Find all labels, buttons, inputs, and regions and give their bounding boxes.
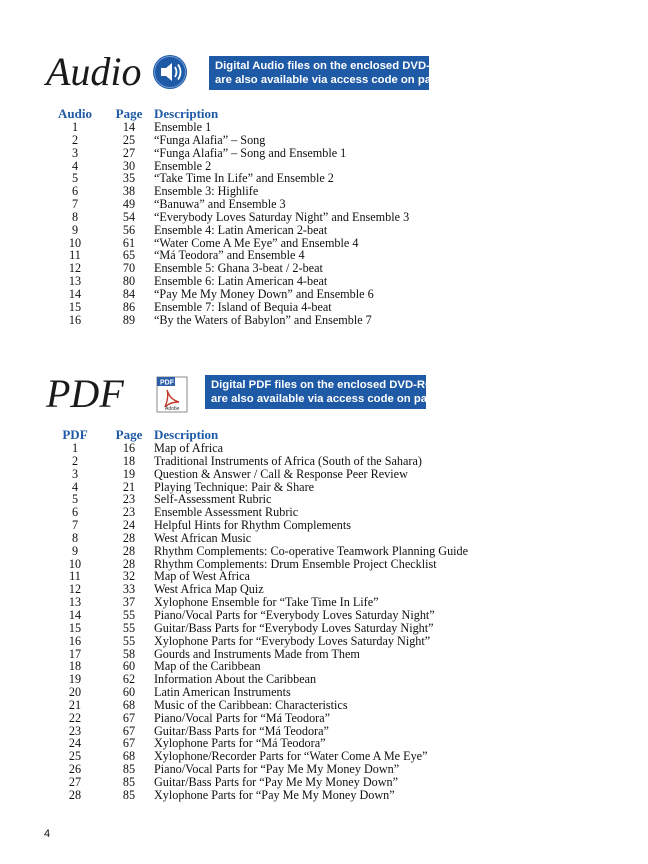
pdf-number-cell: 28 <box>68 787 82 802</box>
pdf-page-cell: 32 <box>122 569 136 584</box>
pdf-description-cell: Music of the Caribbean: Characteristics <box>154 697 348 712</box>
pdf-page-cell: 37 <box>122 595 136 610</box>
audio-number-cell: 8 <box>71 209 79 224</box>
audio-page-cell: 61 <box>122 235 136 250</box>
audio-page-cell: 27 <box>122 145 136 160</box>
pdf-page-cell: 58 <box>122 646 136 661</box>
pdf-table-row <box>46 763 468 776</box>
page-number: 4 <box>44 828 51 840</box>
audio-table-row <box>46 121 409 134</box>
pdf-table-row <box>46 442 468 455</box>
audio-description-cell: Ensemble 7: Island of Bequia 4-beat <box>154 299 332 314</box>
pdf-page-cell: 85 <box>122 762 136 777</box>
pdf-description-cell: Piano/Vocal Parts for “Pay Me My Money Down” <box>154 762 400 777</box>
pdf-table-row <box>46 699 468 712</box>
pdf-number-cell: 2 <box>71 453 79 468</box>
pdf-page-cell: 60 <box>122 685 136 700</box>
audio-page-cell: 30 <box>122 158 136 173</box>
pdf-number-cell: 7 <box>71 518 79 533</box>
pdf-page-cell: 62 <box>122 672 136 687</box>
audio-page-cell: 86 <box>122 299 136 314</box>
audio-notice-line-1: Digital Audio files on the enclosed DVD-ROM <box>215 60 457 72</box>
pdf-page-cell: 60 <box>122 659 136 674</box>
pdf-page-cell: 67 <box>122 723 136 738</box>
audio-description-cell: Ensemble 1 <box>154 120 212 134</box>
audio-page-cell: 25 <box>122 132 136 147</box>
pdf-number-cell: 3 <box>71 466 79 481</box>
pdf-page-cell: 67 <box>122 710 136 725</box>
pdf-description-cell: Ensemble Assessment Rubric <box>154 505 299 520</box>
audio-description-cell: Ensemble 5: Ghana 3-beat / 2-beat <box>154 261 323 276</box>
pdf-table-row <box>46 558 468 571</box>
pdf-page-cell: 24 <box>122 518 136 533</box>
pdf-description-cell: Helpful Hints for Rhythm Complements <box>154 518 352 533</box>
pdf-number-cell: 5 <box>71 492 79 507</box>
pdf-access-notice <box>205 375 453 409</box>
pdf-description-cell: Piano/Vocal Parts for “Everybody Loves Saturday Night” <box>154 607 435 622</box>
audio-number-cell: 2 <box>71 132 79 147</box>
audio-number-cell: 16 <box>68 312 82 327</box>
audio-description-cell: Ensemble 3: Highlife <box>154 184 259 199</box>
pdf-icon-label: PDF <box>160 379 174 387</box>
pdf-description-header: Description <box>154 427 219 442</box>
audio-table-row <box>46 314 409 327</box>
audio-number-cell: 12 <box>68 261 82 276</box>
pdf-description-cell: Question & Answer / Call & Response Peer Review <box>154 466 408 481</box>
pdf-table-row <box>46 712 468 725</box>
pdf-number-cell: 6 <box>71 505 79 520</box>
pdf-number-cell: 12 <box>68 582 82 597</box>
audio-description-cell: “Banuwa” and Ensemble 3 <box>154 197 286 212</box>
pdf-number-cell: 16 <box>68 633 82 648</box>
pdf-number-cell: 13 <box>68 595 82 610</box>
audio-number-cell: 14 <box>68 286 82 301</box>
pdf-description-cell: Information About the Caribbean <box>154 672 317 687</box>
pdf-number-cell: 17 <box>68 646 82 661</box>
pdf-table-row <box>46 635 468 648</box>
pdf-table-header <box>46 428 468 442</box>
pdf-number-header: PDF <box>62 427 88 442</box>
audio-table-header <box>46 107 409 121</box>
pdf-page-cell: 18 <box>122 453 136 468</box>
audio-description-cell: Ensemble 6: Latin American 4-beat <box>154 274 328 289</box>
pdf-table-row <box>46 519 468 532</box>
pdf-description-cell: Piano/Vocal Parts for “Má Teodora” <box>154 710 331 725</box>
pdf-number-cell: 24 <box>68 736 82 751</box>
pdf-description-cell: Rhythm Complements: Drum Ensemble Project Checklist <box>154 556 437 571</box>
audio-number-cell: 3 <box>71 145 79 160</box>
audio-table-row <box>46 224 409 237</box>
pdf-number-cell: 9 <box>71 543 79 558</box>
audio-access-notice <box>209 56 457 90</box>
audio-table-row <box>46 198 409 211</box>
audio-page-cell: 38 <box>122 184 136 199</box>
audio-notice-line-2: are also available via access code on page 1. <box>215 74 457 86</box>
audio-description-cell: “By the Waters of Babylon” and Ensemble 7 <box>154 312 372 327</box>
audio-description-cell: “Water Come A Me Eye” and Ensemble 4 <box>154 235 359 250</box>
pdf-description-cell: Guitar/Bass Parts for “Má Teodora” <box>154 723 329 738</box>
pdf-page-cell: 67 <box>122 736 136 751</box>
audio-page-cell: 56 <box>122 222 136 237</box>
audio-number-cell: 9 <box>71 222 79 237</box>
audio-description-cell: “Take Time In Life” and Ensemble 2 <box>154 171 334 186</box>
pdf-table-row <box>46 468 468 481</box>
audio-page-cell: 49 <box>122 197 136 212</box>
pdf-description-cell: Latin American Instruments <box>154 685 291 700</box>
audio-page-cell: 89 <box>122 312 136 327</box>
pdf-number-cell: 25 <box>68 749 82 764</box>
audio-number-cell: 4 <box>71 158 79 173</box>
pdf-page-cell: 55 <box>122 607 136 622</box>
pdf-table-body <box>46 442 468 802</box>
pdf-table-row <box>46 545 468 558</box>
pdf-description-cell: Self-Assessment Rubric <box>154 492 272 507</box>
pdf-description-cell: Xylophone Parts for “Má Teodora” <box>154 736 326 751</box>
pdf-description-cell: Map of West Africa <box>154 569 250 584</box>
pdf-number-cell: 23 <box>68 723 82 738</box>
pdf-number-cell: 18 <box>68 659 82 674</box>
pdf-description-cell: Xylophone Ensemble for “Take Time In Life” <box>154 595 379 610</box>
audio-table-row <box>46 211 409 224</box>
pdf-number-cell: 21 <box>68 697 82 712</box>
pdf-page-cell: 21 <box>122 479 136 494</box>
audio-page-cell: 54 <box>122 209 136 224</box>
pdf-description-cell: Guitar/Bass Parts for “Pay Me My Money Down” <box>154 774 399 789</box>
audio-number-cell: 1 <box>71 120 79 134</box>
pdf-notice-line-2: are also available via access code on page 1. <box>211 393 453 405</box>
pdf-description-cell: Gourds and Instruments Made from Them <box>154 646 360 661</box>
pdf-description-cell: Map of the Caribbean <box>154 659 261 674</box>
pdf-page-header: Page <box>115 427 143 442</box>
audio-description-cell: “Má Teodora” and Ensemble 4 <box>154 248 305 263</box>
audio-table-row <box>46 288 409 301</box>
audio-description-header: Description <box>154 106 219 121</box>
pdf-description-cell: Xylophone Parts for “Everybody Loves Saturday Night” <box>154 633 431 648</box>
pdf-page-cell: 23 <box>122 505 136 520</box>
pdf-number-cell: 11 <box>69 569 81 584</box>
audio-page-cell: 14 <box>122 120 136 134</box>
pdf-page-cell: 28 <box>122 543 136 558</box>
audio-table-body <box>46 121 409 327</box>
pdf-number-cell: 26 <box>68 762 82 777</box>
pdf-page-cell: 33 <box>122 582 136 597</box>
pdf-page-cell: 68 <box>122 697 136 712</box>
audio-description-cell: “Funga Alafia” – Song and Ensemble 1 <box>154 145 347 160</box>
audio-description-cell: Ensemble 2 <box>154 158 212 173</box>
pdf-table-row <box>46 686 468 699</box>
audio-page-cell: 35 <box>122 171 136 186</box>
pdf-description-cell: Xylophone Parts for “Pay Me My Money Down” <box>154 787 395 802</box>
pdf-page-cell: 28 <box>122 530 136 545</box>
pdf-description-cell: Traditional Instruments of Africa (South of the Sahara) <box>154 453 422 468</box>
audio-number-cell: 11 <box>69 248 81 263</box>
pdf-file-table <box>46 428 468 802</box>
audio-number-cell: 5 <box>71 171 79 186</box>
pdf-page-cell: 85 <box>122 787 136 802</box>
pdf-page-cell: 23 <box>122 492 136 507</box>
audio-number-cell: 13 <box>68 274 82 289</box>
pdf-number-cell: 4 <box>71 479 79 494</box>
audio-description-cell: “Funga Alafia” – Song <box>154 132 266 147</box>
audio-number-cell: 6 <box>71 184 79 199</box>
pdf-page-cell: 28 <box>122 556 136 571</box>
pdf-table-row <box>46 776 468 789</box>
audio-number-cell: 7 <box>71 197 79 212</box>
pdf-page-cell: 19 <box>122 466 136 481</box>
pdf-notice-line-1: Digital PDF files on the enclosed DVD-ROM <box>211 379 444 391</box>
audio-table-row <box>46 134 409 147</box>
pdf-table-row <box>46 609 468 622</box>
audio-page-header: Page <box>115 106 143 121</box>
audio-description-cell: Ensemble 4: Latin American 2-beat <box>154 222 328 237</box>
pdf-number-cell: 27 <box>68 774 82 789</box>
pdf-page-cell: 85 <box>122 774 136 789</box>
pdf-page-cell: 16 <box>122 441 136 455</box>
pdf-section-title: PDF <box>46 371 124 416</box>
pdf-number-cell: 20 <box>68 685 82 700</box>
audio-section-title: Audio <box>46 49 142 94</box>
audio-page-cell: 65 <box>122 248 136 263</box>
pdf-number-cell: 19 <box>68 672 82 687</box>
audio-description-cell: “Everybody Loves Saturday Night” and Ensemble 3 <box>154 209 410 224</box>
audio-number-cell: 10 <box>68 235 82 250</box>
audio-page-cell: 70 <box>122 261 136 276</box>
audio-track-table <box>46 107 409 327</box>
pdf-page-cell: 55 <box>122 633 136 648</box>
pdf-description-cell: Xylophone/Recorder Parts for “Water Come A Me Eye” <box>154 749 428 764</box>
pdf-number-cell: 10 <box>68 556 82 571</box>
pdf-table-row <box>46 622 468 635</box>
pdf-table-row <box>46 532 468 545</box>
pdf-number-cell: 22 <box>68 710 82 725</box>
audio-page-cell: 80 <box>122 274 136 289</box>
audio-number-header: Audio <box>58 106 92 121</box>
pdf-page-cell: 68 <box>122 749 136 764</box>
pdf-description-cell: Map of Africa <box>154 441 224 455</box>
audio-table-row <box>46 301 409 314</box>
pdf-number-cell: 1 <box>71 441 79 455</box>
pdf-description-cell: Playing Technique: Pair & Share <box>154 479 315 494</box>
pdf-description-cell: Rhythm Complements: Co-operative Teamwork Planning Guide <box>154 543 469 558</box>
pdf-number-cell: 8 <box>71 530 79 545</box>
pdf-table-row <box>46 455 468 468</box>
pdf-number-cell: 14 <box>68 607 82 622</box>
audio-number-cell: 15 <box>68 299 82 314</box>
pdf-icon-brand: Adobe <box>165 406 180 412</box>
speaker-icon <box>152 54 188 90</box>
pdf-file-icon <box>155 376 191 414</box>
pdf-description-cell: West Africa Map Quiz <box>154 582 264 597</box>
pdf-description-cell: Guitar/Bass Parts for “Everybody Loves Saturday Night” <box>154 620 434 635</box>
pdf-description-cell: West African Music <box>154 530 252 545</box>
pdf-page-cell: 55 <box>122 620 136 635</box>
audio-description-cell: “Pay Me My Money Down” and Ensemble 6 <box>154 286 374 301</box>
pdf-table-row <box>46 789 468 802</box>
audio-table-row <box>46 147 409 160</box>
audio-page-cell: 84 <box>122 286 136 301</box>
pdf-number-cell: 15 <box>68 620 82 635</box>
